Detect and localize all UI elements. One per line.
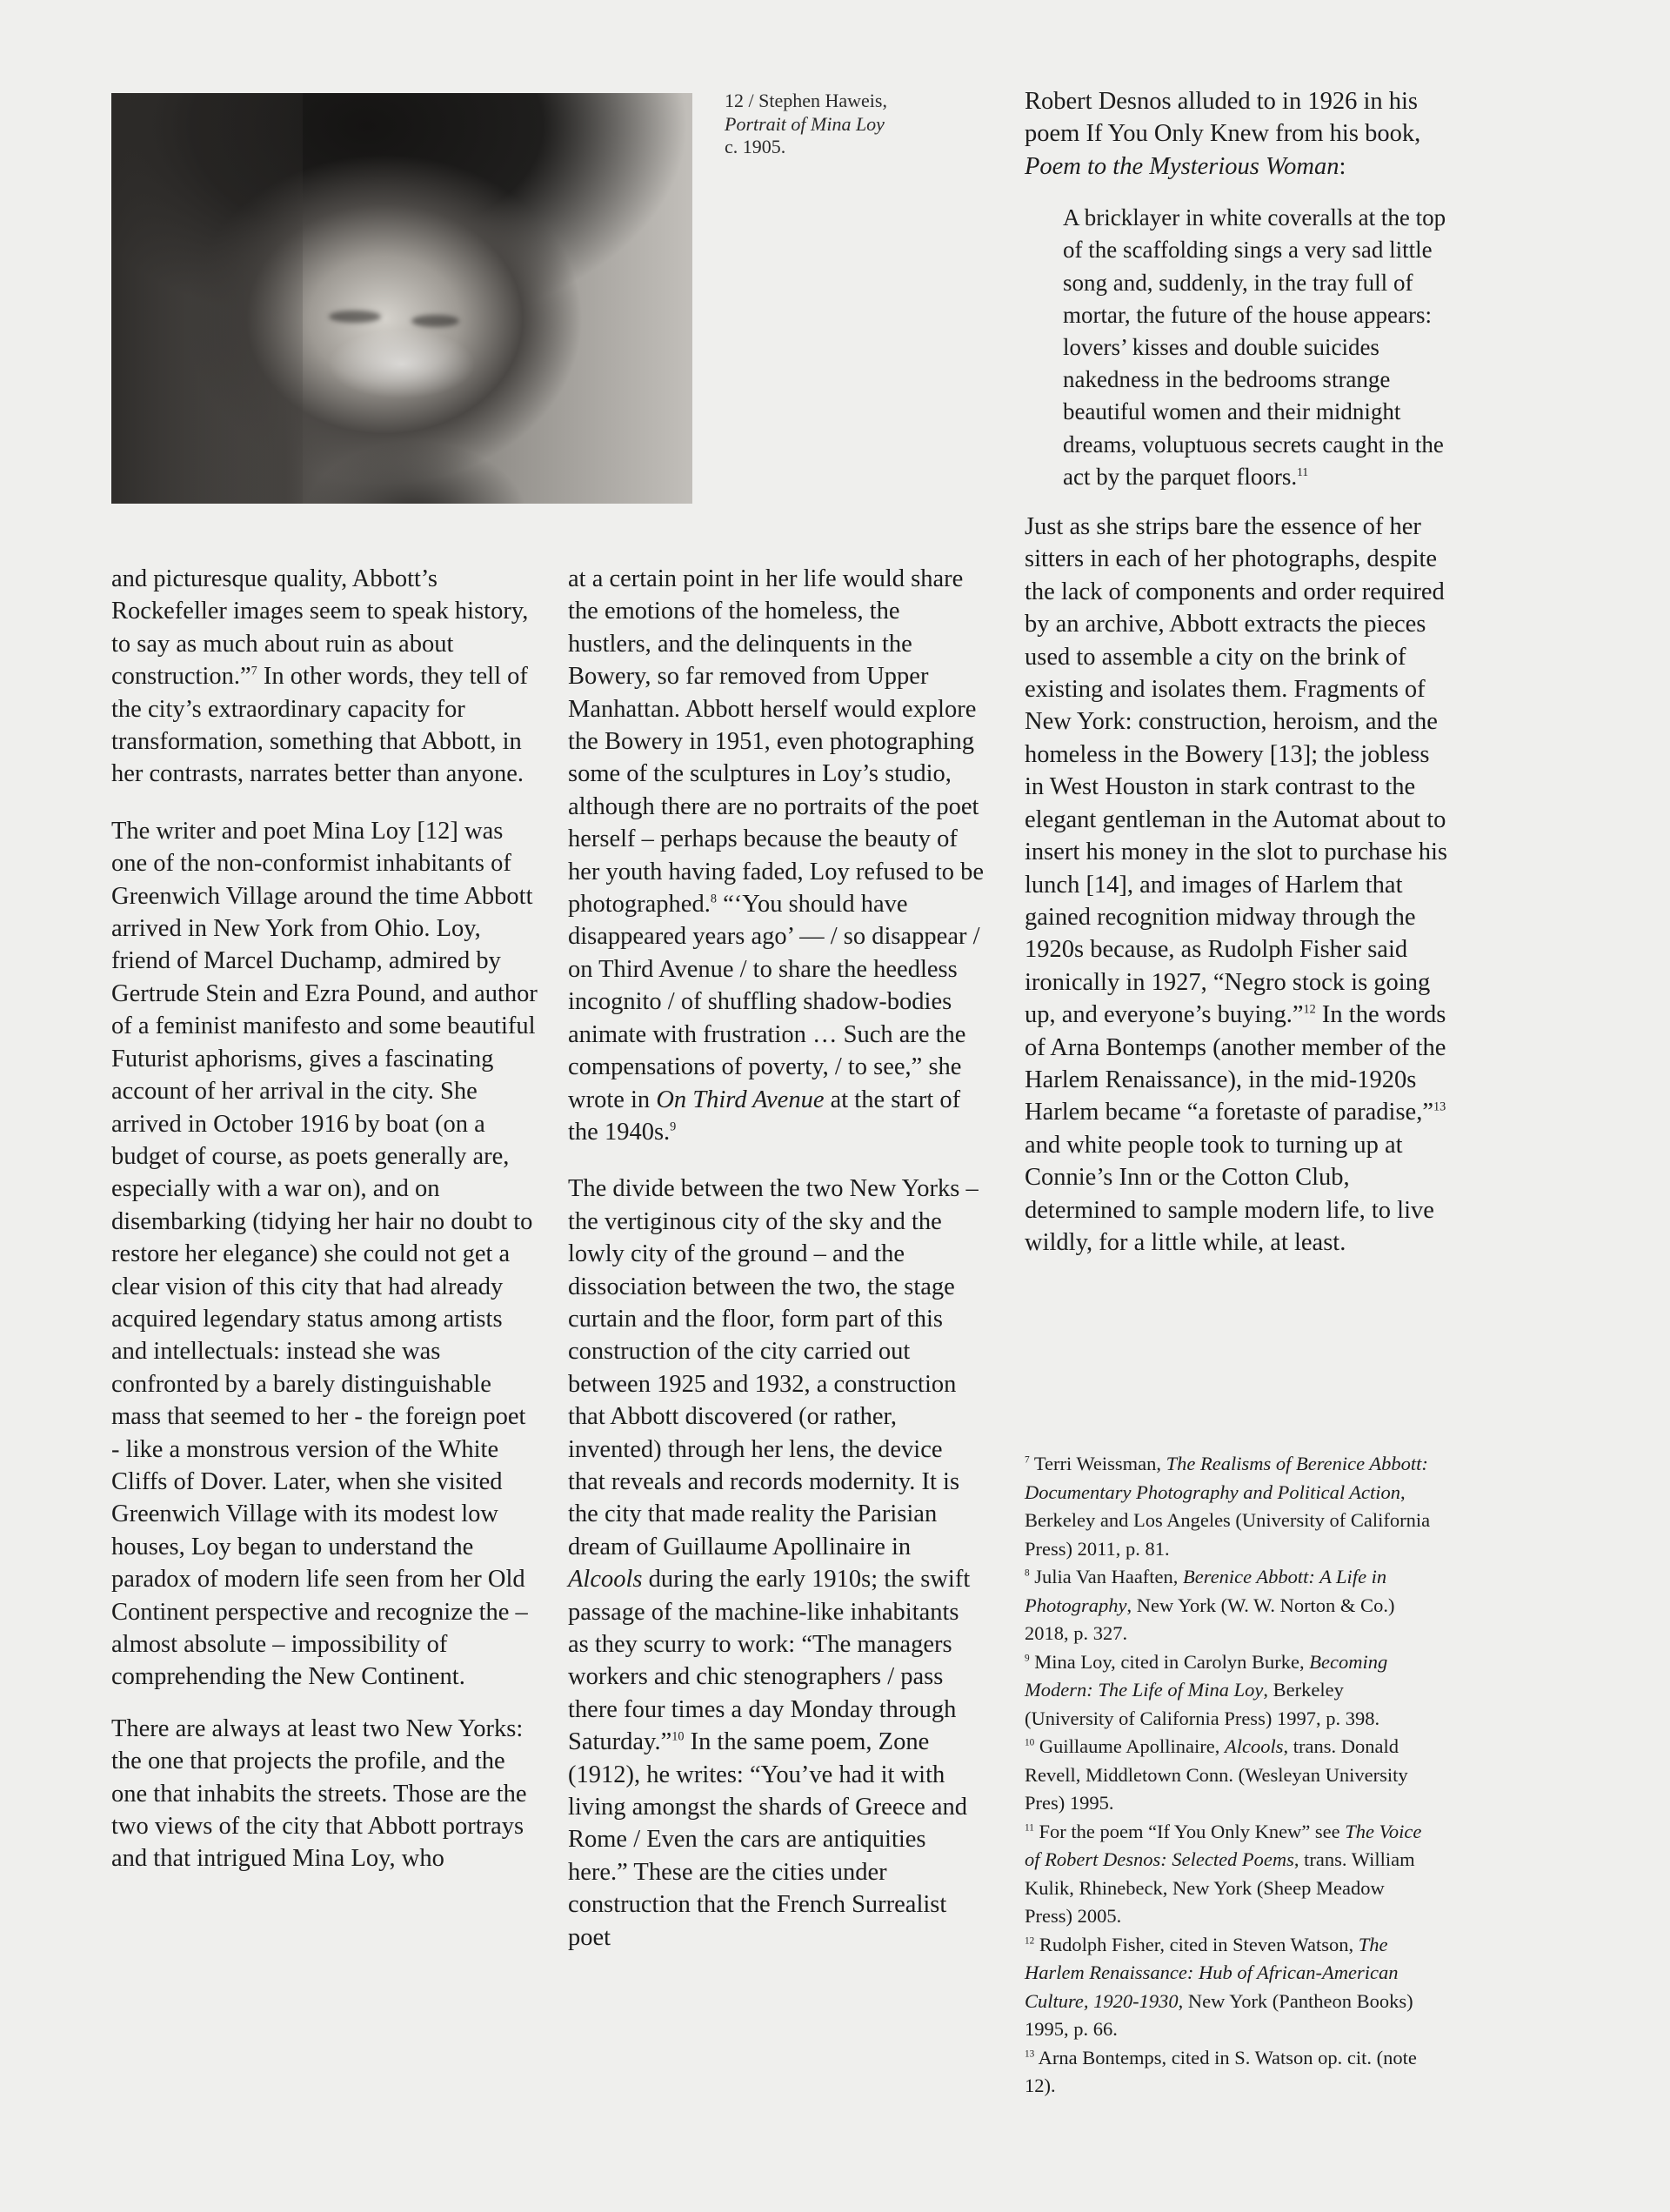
footnote-title: The Realisms of Berenice Abbott: Documentary Photography and Political Action [1025, 1453, 1428, 1503]
caption-date: c. 1905. [725, 136, 786, 157]
footnote-number: 12 [1025, 1935, 1035, 1946]
footnote-text: , New York (Pantheon Books) 1995, p. 66. [1025, 1989, 1413, 2040]
footnote-number: 9 [1025, 1653, 1030, 1663]
column-1 [111, 563, 538, 1895]
column-3 [1025, 85, 1453, 1278]
footnote-number: 13 [1025, 2048, 1035, 2059]
footnote-11 [1025, 1818, 1433, 1931]
footnote-10 [1025, 1733, 1433, 1818]
footnote-text: , trans. William Kulik, Rhinebeck, New York (Sheep Meadow Press) 2005. [1025, 1848, 1415, 1927]
footnote-12 [1025, 1931, 1433, 2044]
footnote-title: Becoming Modern: The Life of Mina Loy [1025, 1650, 1388, 1701]
footnote-9 [1025, 1648, 1433, 1734]
paragraph [1025, 511, 1453, 1259]
column-2 [568, 563, 984, 1973]
footnote-text: For the poem “If You Only Knew” see [1033, 1820, 1346, 1842]
footnote-number: 7 [1025, 1454, 1030, 1466]
photo-eye-right [411, 315, 459, 327]
note-ref[interactable]: 8 [710, 892, 717, 906]
paragraph-text: : [1339, 152, 1346, 180]
photo-shadow [111, 93, 303, 504]
block-quote [1063, 202, 1453, 493]
footnote-text: Arna Bontemps, cited in S. Watson op. cit. (note 12). [1025, 2046, 1417, 2096]
paragraph-text: Robert Desnos alluded to in 1926 in his poem If You Only Knew from his book, [1025, 88, 1421, 148]
note-ref[interactable]: 12 [1303, 1002, 1316, 1017]
note-ref[interactable]: 7 [250, 664, 257, 678]
footnote-text: Terri Weissman, [1029, 1453, 1166, 1474]
footnote-text: , Berkeley and Los Angeles (University of California Press) 2011, p. 81. [1025, 1480, 1431, 1560]
quote-text: A bricklayer in white coveralls at the top of the scaffolding sings a very sad little song and, suddenly, in the tray full of mortar, the future of the house appears: lovers’ kisses and double suicides nakedness in the bedrooms strange beautiful women and their midnight dreams, voluptuous secrets caught in the act by the parquet floors. [1063, 204, 1446, 490]
paragraph [1025, 85, 1453, 183]
paragraph-text: during the early 1910s; the swift passage of the machine-like inhabitants as they scurry to work: “The managers workers and chic stenographers / pass there four times a day Monday through Saturday.” [568, 1566, 971, 1756]
footnote-number: 8 [1025, 1567, 1030, 1579]
caption-line: 12 / Stephen Haweis, [725, 90, 887, 111]
footnotes [1025, 1450, 1433, 2101]
footnote-title: Alcools [1224, 1735, 1284, 1757]
photo-eye-left [329, 311, 381, 323]
paragraph-text: The divide between the two New Yorks – the vertiginous city of the sky and the lowly city of the ground – and the dissociation between the two, the stage curtain and the floor, form part of this construction of the city carried out between 1925 and 1932, a construction that Abbott discovered (or rather, invented) through her lens, the device that reveals and records modernity. It is the city that made reality the Parisian dream of Guillaume Apollinaire in [568, 1175, 979, 1560]
footnote-text: , Berkeley (University of California Press) 1997, p. 398. [1025, 1679, 1380, 1729]
paragraph-text: and picturesque quality, Abbott’s Rockefeller images seem to speak history, to say as much about ruin as about construction.” [111, 565, 529, 691]
footnote-title: Berenice Abbott: A Life in Photography [1025, 1566, 1387, 1616]
work-title: Poem to the Mysterious Woman [1025, 152, 1339, 180]
paragraph-text: Just as she strips bare the essence of her sitters in each of her photographs, despite the lack of components and order required by an archive, Abbott extracts the pieces used to assemble a city on the brink of existing and isolates them. Fragments of New York: construction, heroism, and the homeless in the Bowery [13]; the jobless in West Houston in stark contrast to the elegant gentleman in the Automat about to insert his money in the slot to purchase his lunch [14], and images of Harlem that gained recognition midway through the 1920s because, as Rudolph Fisher said ironically in 1927, “Negro stock is going up, and everyone’s buying.” [1025, 513, 1448, 1029]
portrait-photo [111, 93, 692, 504]
paragraph-text: at a certain point in her life would share the emotions of the homeless, the hustlers, and the delinquents in the Bowery, so far removed from Upper Manhattan. Abbott herself would explore the Bowery in 1951, even photographing some of the sculptures in Loy’s studio, although there are no portraits of the poet herself – perhaps because the beauty of her youth having faded, Loy refused to be photographed. [568, 565, 985, 919]
paragraph-text: at the start of the 1940s. [568, 1086, 961, 1146]
work-title: Alcools [568, 1566, 643, 1594]
footnote-7 [1025, 1450, 1433, 1563]
figure-caption [725, 90, 925, 159]
photo-neck [303, 441, 529, 504]
footnote-text: Guillaume Apollinaire, [1034, 1735, 1225, 1757]
paragraph-text: “‘You should have disappeared years ago’ — / so disappear / on Third Avenue / to share the heedless incognito / of shuffling shadow-bodies animate with frustration … Such are the compensations of poverty, / to see,” she wrote in [568, 891, 980, 1113]
footnote-text: , trans. Donald Revell, Middletown Conn. (Wesleyan University Pres) 1995. [1025, 1735, 1408, 1814]
paragraph-text: In the words of Arna Bontemps (another member of the Harlem Renaissance), in the mid-1920s Harlem became “a foretaste of paradise,” [1025, 1001, 1446, 1126]
note-ref[interactable]: 13 [1433, 1099, 1446, 1114]
work-title: On Third Avenue [656, 1086, 825, 1113]
paragraph [568, 1173, 984, 1954]
footnote-number: 11 [1025, 1822, 1034, 1833]
note-ref[interactable]: 9 [670, 1119, 677, 1134]
paragraph [568, 563, 984, 1148]
note-ref[interactable]: 10 [671, 1729, 685, 1744]
footnote-text: , New York (W. W. Norton & Co.) 2018, p. 327. [1025, 1594, 1395, 1644]
paragraph: There are always at least two New Yorks: the one that projects the profile, and the one that inhabits the streets. Those are the two views of the city that Abbott portrays and that intrigued Mina Loy, who [111, 1714, 527, 1873]
footnote-text: Mina Loy, cited in Carolyn Burke, [1029, 1650, 1310, 1673]
footnote-8 [1025, 1563, 1433, 1648]
paragraph-text: In other words, they tell of the city’s extraordinary capacity for transformation, something that Abbott, in her contrasts, narrates better than anyone. [111, 663, 528, 788]
footnote-13 [1025, 2044, 1433, 2101]
paragraph-text: In the same poem, Zone (1912), he writes: “You’ve had it with living amongst the shards of Greece and Rome / Even the cars are antiquities here.” These are the cities under construction that the French Surrealist poet [568, 1728, 968, 1951]
footnote-title: The Voice of Robert Desnos: Selected Poems [1025, 1820, 1422, 1870]
paragraph-text: and white people took to turning up at Connie’s Inn or the Cotton Club, determined to sample modern life, to live wildly, for a little while, at least. [1025, 1131, 1434, 1256]
footnote-text: Julia Van Haaften, [1029, 1566, 1184, 1587]
footnote-title: The Harlem Renaissance: Hub of African-American Culture, 1920-1930 [1025, 1933, 1399, 2012]
note-ref[interactable]: 11 [1297, 464, 1309, 478]
footnote-number: 10 [1025, 1737, 1035, 1748]
paragraph: The writer and poet Mina Loy [12] was one of the non-conformist inhabitants of Greenwich Village around the time Abbott arrived in New York from Ohio. Loy, friend of Marcel Duchamp, admired by Gertrude Stein and Ezra Pound, and author of a feminist manifesto and some beautiful Futurist aphorisms, gives a fascinating account of her arrival in the city. She arrived in October 1916 by boat (on a budget of course, as poets generally are, especially with a war on), and on disembarking (tidying her hair no doubt to restore her elegance) she could not get a clear vision of this city that had already acquired legendary status among artists and intellectuals: instead she was confronted by a barely distinguishable mass that seemed to her - the foreign poet - like a monstrous version of the White Cliffs of Dover. Later, when she visited Greenwich Village with its modest low houses, Loy began to understand the paradox of modern life seen from her Old Continent perspective and recognize the – almost absolute – impossibility of comprehending the New Continent. [111, 817, 538, 1691]
footnote-text: Rudolph Fisher, cited in Steven Watson, [1034, 1933, 1359, 1955]
paragraph [111, 563, 538, 791]
caption-title: Portrait of Mina Loy [725, 112, 885, 135]
